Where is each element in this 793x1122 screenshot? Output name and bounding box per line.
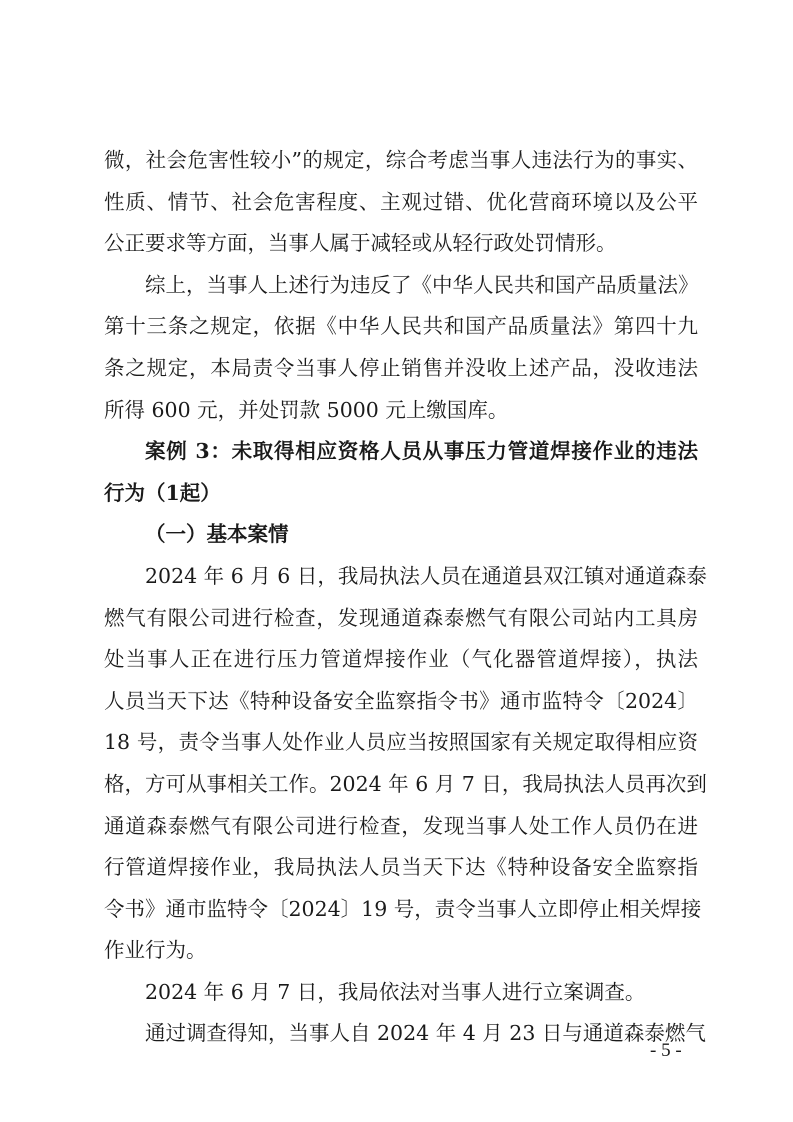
case-heading: 案例 3：未取得相应资格人员从事压力管道焊接作业的违法 bbox=[145, 439, 698, 464]
text-line: 2024 年 6 月 6 日，我局执法人员在通道县双江镇对通道森泰 bbox=[145, 563, 707, 588]
text-line: 第十三条之规定，依据《中华人民共和国产品质量法》第四十九 bbox=[104, 314, 698, 339]
text-line: 通过调查得知，当事人自 2024 年 4 月 23 日与通道森泰燃气 bbox=[145, 1021, 706, 1046]
text-line: 性质、情节、社会危害程度、主观过错、优化营商环境以及公平 bbox=[104, 189, 698, 214]
text-line: 微，社会危害性较小”的规定，综合考虑当事人违法行为的事实、 bbox=[104, 148, 698, 172]
section-heading: （一）基本案情 bbox=[145, 522, 289, 547]
text-line: 处当事人正在进行压力管道焊接作业（气化器管道焊接），执法 bbox=[104, 647, 698, 672]
page-number: - 5 - bbox=[650, 1040, 682, 1061]
text-line: 18 号，责令当事人处作业人员应当按照国家有关规定取得相应资 bbox=[104, 730, 698, 755]
text-line: 条之规定，本局责令当事人停止销售并没收上述产品，没收违法 bbox=[104, 355, 698, 380]
text-line: 人员当天下达《特种设备安全监察指令书》通市监特令〔2024〕 bbox=[104, 688, 698, 713]
text-line: 所得 600 元，并处罚款 5000 元上缴国库。 bbox=[104, 397, 509, 422]
text-line: 格，方可从事相关工作。2024 年 6 月 7 日，我局执法人员再次到 bbox=[104, 771, 707, 796]
text-line: 2024 年 6 月 7 日，我局依法对当事人进行立案调查。 bbox=[145, 979, 646, 1004]
text-line: 通道森泰燃气有限公司进行检查，发现当事人处工作人员仍在进 bbox=[104, 813, 698, 838]
text-line: 综上，当事人上述行为违反了《中华人民共和国产品质量法》 bbox=[145, 272, 699, 297]
text-line: 燃气有限公司进行检查，发现通道森泰燃气有限公司站内工具房 bbox=[104, 605, 698, 630]
case-heading-cont: 行为（1起） bbox=[104, 480, 221, 505]
body-text bbox=[104, 140, 707, 1055]
text-line: 行管道焊接作业，我局执法人员当天下达《特种设备安全监察指 bbox=[104, 855, 698, 880]
text-line: 作业行为。 bbox=[104, 938, 207, 963]
text-line: 公正要求等方面，当事人属于减轻或从轻行政处罚情形。 bbox=[104, 231, 617, 256]
text-line: 令书》通市监特令〔2024〕19 号，责令当事人立即停止相关焊接 bbox=[104, 896, 702, 921]
